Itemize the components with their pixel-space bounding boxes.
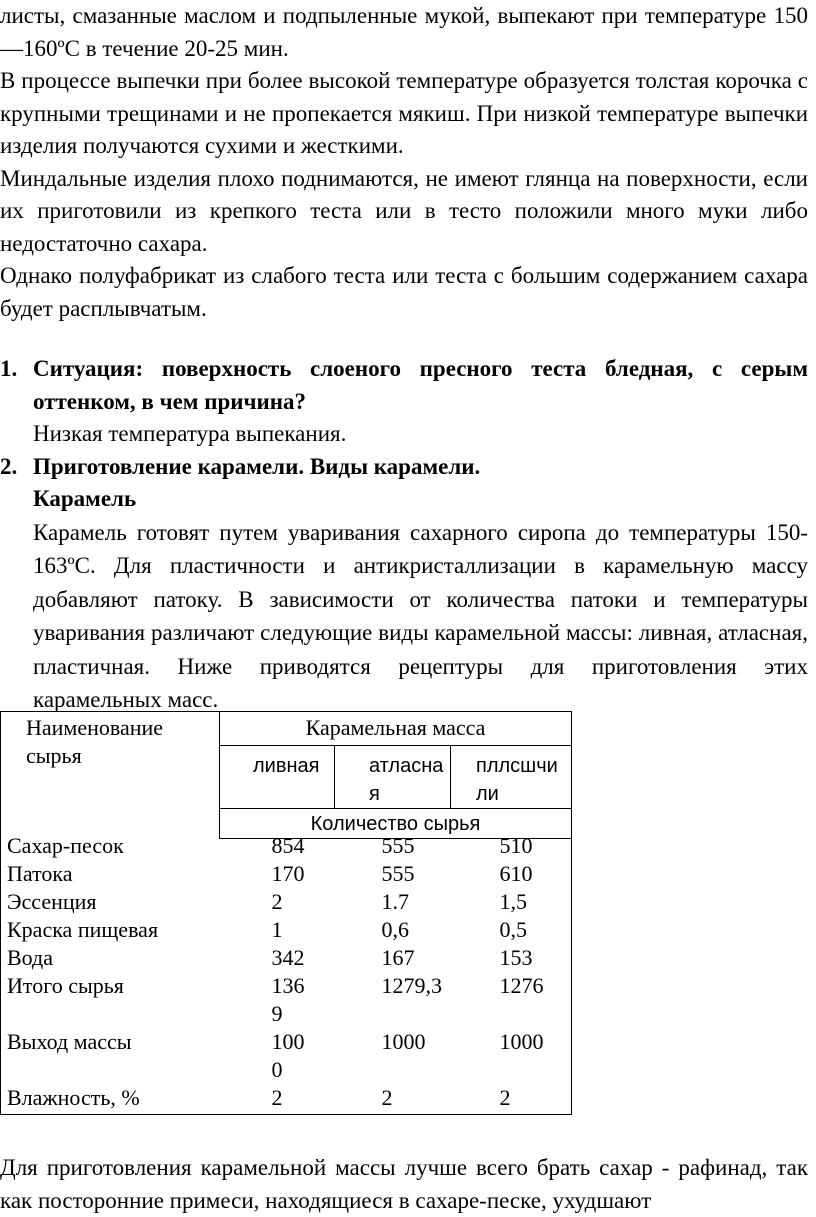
cell-liv: 1369: [271, 973, 305, 1026]
paragraph-baking-temp: листы, смазанные маслом и подпыленные мукой, выпекают при температуре 150—160ºС в течение 20-25 мин.: [0, 3, 808, 61]
row-label: Сахар-песок: [7, 833, 124, 858]
table-header-col2: [335, 746, 451, 809]
paragraph-almond: Миндальные изделия плохо поднимаются, не имеют глянца на поверхности, если их приготовили из крепкого теста или в тесто положили много муки либо недостаточно сахара.: [0, 165, 808, 256]
col3-label: пллсшчили: [476, 755, 558, 805]
table-row: [1, 972, 572, 1028]
table-header-qty: Количество сырья: [220, 809, 572, 839]
row-label: Патока: [7, 861, 73, 886]
table-header-col3: [451, 746, 572, 809]
cell-pla: 1000: [499, 1029, 544, 1054]
cell-pla: 2: [499, 1085, 511, 1110]
table-row: [1, 888, 572, 916]
cell-liv: 170: [271, 861, 305, 886]
table-row: [1, 832, 572, 860]
caramel-recipe-body: [0, 832, 572, 1115]
cell-pla: 1276: [499, 973, 544, 998]
col1-label: ливная: [253, 755, 320, 777]
cell-liv: 342: [271, 945, 305, 970]
cell-pla: 0,5: [499, 917, 527, 942]
table-row: [1, 1028, 572, 1084]
cell-pla: 610: [499, 861, 533, 886]
cell-pla: 153: [499, 945, 533, 970]
paragraph-sugar: Для приготовления карамельной массы лучше всего брать сахар - рафинад, так как посторонние примеси, находящиеся в сахаре-песке, ухудшают: [0, 1155, 808, 1213]
table-row: [1, 944, 572, 972]
row-label: Вода: [7, 945, 53, 970]
cell-atl: 2: [381, 1085, 393, 1110]
item-subheading: Карамель: [33, 486, 137, 511]
col2-label: атласная: [369, 755, 444, 805]
item-answer: Низкая температура выпекания.: [33, 421, 347, 446]
table-header-group: Карамельная масса: [220, 712, 572, 746]
caramel-recipe-table: [0, 711, 572, 839]
cell-liv: 2: [271, 1085, 283, 1110]
cell-atl: 167: [381, 945, 415, 970]
cell-liv: 2: [271, 889, 283, 914]
row-label: Эссенция: [7, 889, 97, 914]
paragraph-high-temp: В процессе выпечки при более высокой температуре образуется толстая корочка с крупными трещинами и не пропекается мякиш. При низкой температуре выпечки изделия получаются сухими и жесткими.: [0, 68, 808, 158]
cell-atl: 0,6: [381, 917, 409, 942]
table-row: [1, 916, 572, 944]
table-row: [1, 860, 572, 888]
row-label: Влажность, %: [7, 1085, 140, 1110]
footer-section: [0, 1152, 816, 1217]
row-label: Выход массы: [7, 1029, 132, 1054]
cell-atl: 555: [381, 861, 415, 886]
row-label: Итого сырья: [7, 973, 124, 998]
cell-liv: 1000: [271, 1029, 305, 1082]
cell-atl: 1.7: [381, 889, 409, 914]
cell-pla: 510: [499, 833, 533, 858]
item-number: 1.: [0, 356, 18, 381]
item-answer: Карамель готовят путем уваривания сахарного сиропа до температуры 150-163ºС. Для пластичности и антикристаллизации в карамельную массу добавляют патоку. В зависимости от количества патоки и температуры уваривания различают следующие виды карамельной массы: ливная, атласная, пластичная. Ниже приводятся рецептуры для приготовления этих карамельных масс.: [33, 519, 808, 712]
cell-pla: 1,5: [499, 889, 527, 914]
table-row: [1, 1084, 572, 1114]
question-list: [0, 353, 816, 717]
intro-section: [0, 0, 816, 325]
cell-liv: 1: [271, 917, 283, 942]
list-item: [0, 353, 816, 451]
paragraph-weak-dough: Однако полуфабрикат из слабого теста или теста с большим содержанием сахара будет расплывчатым.: [0, 263, 808, 321]
cell-atl: 555: [381, 833, 415, 858]
cell-atl: 1279,3: [381, 973, 442, 998]
item-question: Ситуация: поверхность слоеного пресного теста бледная, с серым оттенком, в чем причина?: [33, 356, 808, 414]
cell-atl: 1000: [381, 1029, 426, 1054]
table-header-col1: [220, 746, 335, 809]
item-number: 2.: [0, 453, 18, 479]
row-label: Краска пищевая: [7, 917, 159, 942]
table-header-name: Наименование сырья: [1, 712, 220, 839]
cell-liv: 854: [271, 833, 305, 858]
item-question: Приготовление карамели. Виды карамели.: [33, 453, 481, 479]
list-item: [0, 451, 816, 717]
